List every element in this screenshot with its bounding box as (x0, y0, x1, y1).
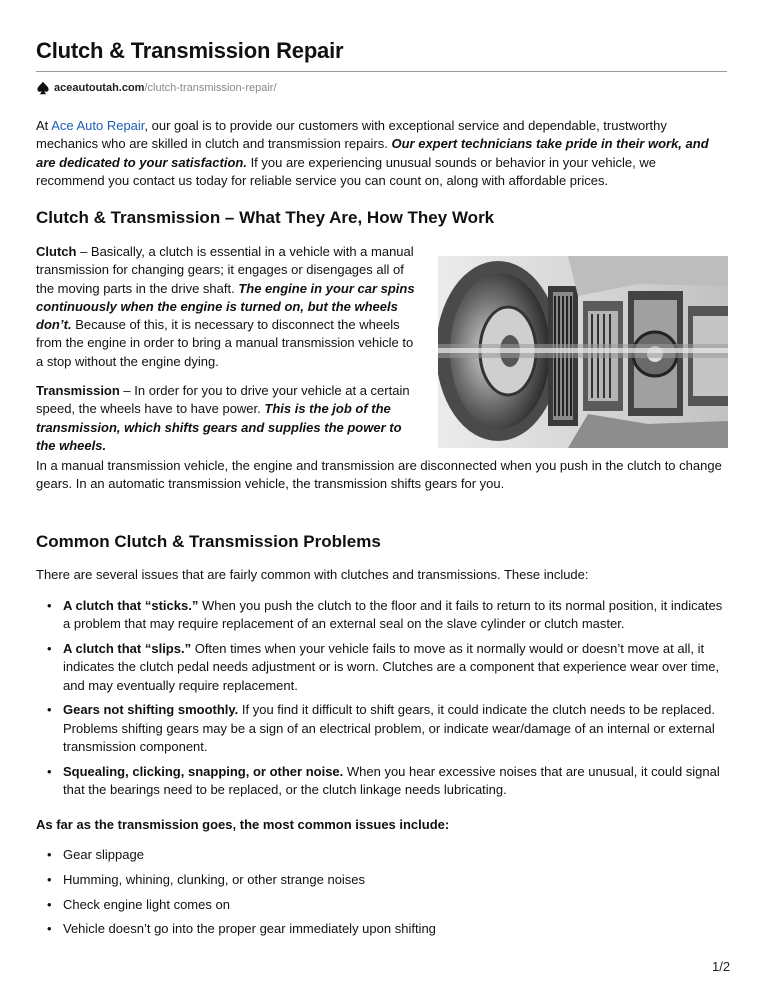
list-item (36, 920, 726, 938)
list-item-text: Gear slippage (63, 847, 144, 862)
clutch-text-start: – Basically, a clutch is essential in a vehicle with a manual transmission for changing gears; it engages or disengages all of the moving parts in the drive shaft. (36, 244, 414, 296)
bullet-icon: • (47, 871, 52, 887)
clutch-transmission-explainer (36, 243, 726, 455)
page-number: 1/2 (712, 959, 731, 974)
bullet-icon: • (47, 847, 52, 862)
transmission-issues-list (36, 846, 726, 945)
list-item-text: Vehicle doesn’t go into the proper gear immediately upon shifting (63, 921, 436, 937)
bullet-icon: • (47, 641, 52, 657)
clutch-paragraph (36, 243, 421, 371)
transmission-text-end: In a manual transmission vehicle, the engine and transmission are disconnected when you push in the clutch to change gears. In an automatic transmission vehicle, the transmission shifts gears for you. (36, 458, 722, 492)
transmission-paragraph (36, 382, 726, 455)
intro-paragraph (36, 117, 726, 190)
bullet-icon: • (47, 921, 52, 937)
ace-auto-repair-link[interactable]: Ace Auto Repair (51, 118, 145, 133)
list-item (36, 763, 726, 800)
page-title: Clutch & Transmission Repair (36, 38, 344, 63)
list-item-title: Gears not shifting smoothly. (63, 702, 239, 718)
source-path[interactable]: /clutch-transmission-repair/ (144, 82, 277, 94)
list-item-title: Squealing, clicking, snapping, or other noise. (63, 763, 344, 779)
clutch-problems-list (36, 597, 726, 806)
list-item-text: When you push the clutch to the floor and it fails to return to its normal position, it indicates a problem that may require replacement of an external seal on the slave cylinder or clutch master. (63, 598, 723, 632)
list-item-text: Often times when your vehicle fails to move as it normally would or doesn’t move at all, it indicates the clutch pedal needs adjustment or is worn. Clutches are a component that experience wear over time, and may eventually require replacement. (63, 641, 720, 693)
list-item (36, 597, 726, 634)
bullet-icon: • (47, 763, 52, 779)
transmission-issues-heading: As far as the transmission goes, the most common issues include: (36, 817, 450, 832)
list-item (36, 701, 726, 756)
transmission-text-start: – In order for you to drive your vehicle at a certain speed, the wheels have to have power. (36, 383, 410, 417)
clutch-emphasis: The engine in your car spins continuously when the engine is turned on, but the wheels don’t. (36, 280, 415, 333)
list-item-text: Humming, whining, clunking, or other strange noises (63, 871, 366, 887)
transmission-emphasis: This is the job of the transmission, which shifts gears and supplies the power to the wheels. (36, 401, 402, 453)
bullet-icon: • (47, 702, 52, 718)
transmission-paragraph-continued (36, 457, 726, 494)
section-heading-what-they-are: Clutch & Transmission – What They Are, How They Work (36, 208, 495, 227)
list-item-text: If you find it difficult to shift gears, it could indicate the clutch needs to be replaced. Problems shifting gears may be a sign of an electrical problem, or indicate wear/damage of an internal or external transmission component. (63, 702, 715, 755)
source-url[interactable] (36, 81, 277, 95)
bullet-icon: • (47, 896, 52, 912)
spade-icon (36, 81, 50, 95)
list-item-title: A clutch that “sticks.” (63, 598, 199, 613)
list-item (36, 896, 726, 914)
intro-text-end: If you are experiencing unusual sounds or behavior in your vehicle, we recommend you contact us today for reliable service you can count on, along with affordable prices. (36, 154, 656, 188)
transmission-term: Transmission (36, 383, 120, 399)
title-divider (36, 71, 727, 72)
intro-text-mid: , our goal is to provide our customers with exceptional service and dependable, trustworthy mechanics who are skilled in clutch and transmission repairs. (36, 118, 667, 152)
intro-text-start: At (36, 118, 52, 133)
list-item-text: When you hear excessive noises that are unusual, it could signal that the bearings need to be replaced, or the clutch linkage needs lubricating. (63, 763, 720, 798)
list-item-title: A clutch that “slips.” (63, 641, 192, 657)
list-item-text: Check engine light comes on (63, 896, 230, 912)
intro-emphasis: Our expert technicians take pride in their work, and are dedicated to your satisfaction. (36, 136, 709, 170)
source-domain[interactable]: aceautoutah.com (54, 82, 145, 94)
clutch-term: Clutch (36, 244, 77, 259)
list-item (36, 640, 726, 695)
list-item (36, 846, 726, 864)
section-heading-common-problems: Common Clutch & Transmission Problems (36, 532, 381, 551)
clutch-text-end: Because of this, it is necessary to disconnect the wheels from the engine in order to bring a manual transmission vehicle to a stop without the engine dying. (36, 317, 414, 369)
common-problems-intro: There are several issues that are fairly common with clutches and transmissions. These include: (36, 567, 589, 582)
list-item (36, 871, 726, 889)
bullet-icon: • (47, 598, 52, 613)
